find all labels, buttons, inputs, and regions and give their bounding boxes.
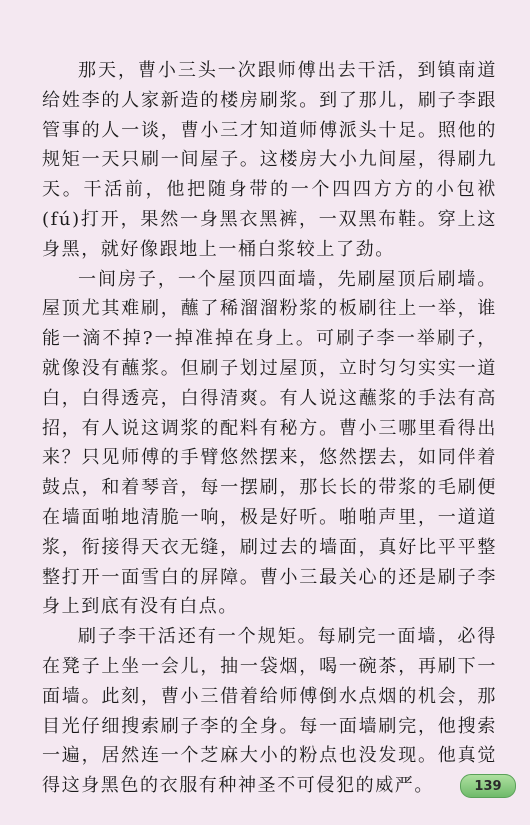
page-number-badge xyxy=(460,774,516,798)
paragraph-1: 那天，曹小三头一次跟师傅出去干活，到镇南道给姓李的人家新造的楼房刷浆。到了那儿，刷子李跟管事的人一谈，曹小三才知道师傅派头十足。照他的规矩一天只刷一间屋子。这楼房大小九间屋，得刷九天。干活前，他把随身带的一个四四方方的小包袱(fú)打开，果然一身黑衣黑裤，一双黑布鞋。穿上这身黑，就好像跟地上一桶白浆较上了劲。 xyxy=(42,60,497,260)
paragraph-3: 刷子李干活还有一个规矩。每刷完一面墙，必得在凳子上坐一会儿，抽一袋烟，喝一碗茶，再刷下一面墙。此刻，曹小三借着给师傅倒水点烟的机会，那目光仔细搜索刷子李的全身。每一面墙刷完，他搜索一遍，居然连一个芝麻大小的粉点也没发现。他真觉得这身黑色的衣服有种神圣不可侵犯的威严。 xyxy=(42,626,497,797)
paragraph-2: 一间房子，一个屋顶四面墙，先刷屋顶后刷墙。屋顶尤其难刷，蘸了稀溜溜粉浆的板刷往上一举，谁能一滴不掉?一掉准掉在身上。可刷子李一举刷子，就像没有蘸浆。但刷子划过屋顶，立时匀匀实实一道白，白得透亮，白得清爽。有人说这蘸浆的手法有高招，有人说这调浆的配料有秘方。曹小三哪里看得出来？只见师傅的手臂悠然摆来，悠然摆去，如同伴着鼓点，和着琴音，每一摆刷，那长长的带浆的毛刷便在墙面啪地清脆一响，极是好听。啪啪声里，一道道浆，衔接得天衣无缝，刷过去的墙面，真好比平平整整打开一面雪白的屏障。曹小三最关心的还是刷子李身上到底有没有白点。 xyxy=(42,268,497,618)
body-text xyxy=(42,56,497,801)
page-number: 139 xyxy=(474,778,502,794)
